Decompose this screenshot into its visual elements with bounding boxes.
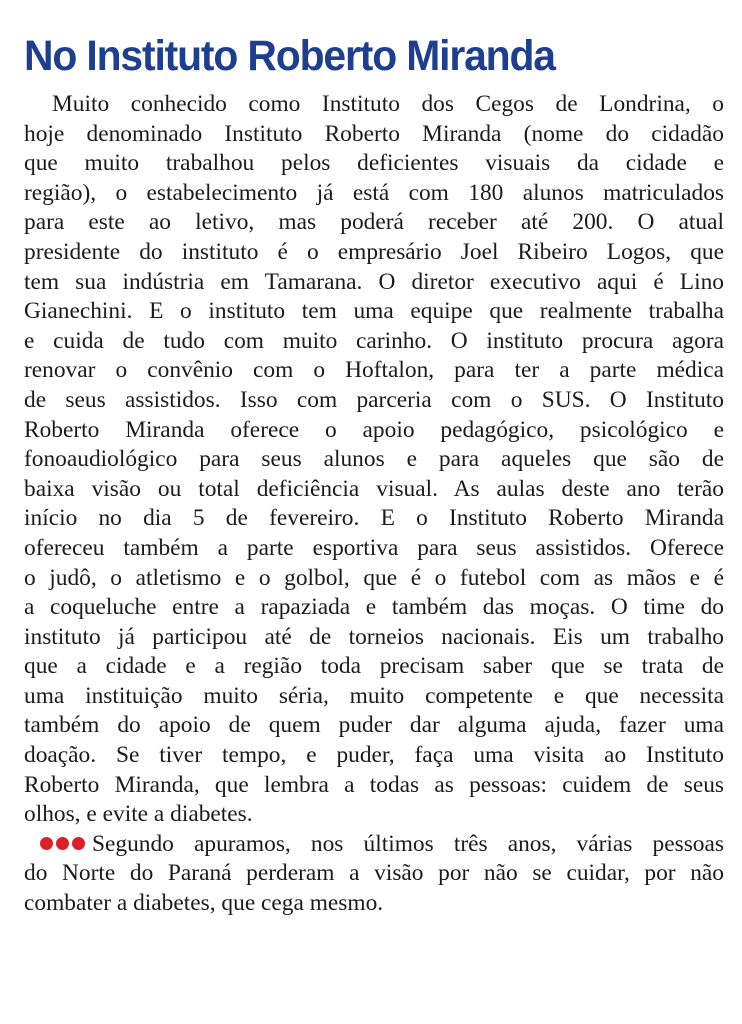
text-line: ofereceu também a parte esportiva para seus assistidos. Oferece (24, 534, 724, 561)
text-line: e cuida de tudo com muito carinho. O instituto procura agora (24, 327, 724, 354)
text-line: também do apoio de quem puder dar alguma ajuda, fazer uma (24, 712, 724, 739)
text-line: renovar o convênio com o Hoftalon, para ter a parte médica (24, 357, 724, 384)
dot-icon (40, 837, 53, 850)
paragraph-main (24, 90, 724, 830)
paragraph-note (24, 830, 724, 919)
dot-icon (72, 837, 85, 850)
text-line: região), o estabelecimento já está com 180 alunos matriculados (24, 179, 724, 206)
text-line: Roberto Miranda, que lembra a todas as pessoas: cuidem de seus (24, 771, 724, 798)
text-line: hoje denominado Instituto Roberto Miranda (nome do cidadão (24, 120, 724, 147)
text-line: que muito trabalhou pelos deficientes visuais da cidade e (24, 150, 724, 177)
text-line: de seus assistidos. Isso com parceria com o SUS. O Instituto (24, 386, 724, 413)
text-line: combater a diabetes, que cega mesmo. (24, 890, 384, 917)
dot-icon (56, 837, 69, 850)
text-line: Segundo apuramos, nos últimos três anos, várias pessoas (92, 830, 724, 857)
text-line: instituto já participou até de torneios nacionais. Eis um trabalho (24, 623, 724, 650)
text-line: fonoaudiológico para seus alunos e para aqueles que são de (24, 446, 724, 473)
text-line: tem sua indústria em Tamarana. O diretor executivo aqui é Lino (24, 268, 724, 295)
text-line: para este ao letivo, mas poderá receber até 200. O atual (24, 209, 724, 236)
text-line: uma instituição muito séria, muito competente e que necessita (24, 682, 724, 709)
text-line: que a cidade e a região toda precisam saber que se trata de (24, 653, 724, 680)
text-line: Muito conhecido como Instituto dos Cegos de Londrina, o (52, 91, 724, 117)
text-line: Gianechini. E o instituto tem uma equipe que realmente trabalha (24, 298, 724, 325)
text-line: início no dia 5 de fevereiro. E o Instituto Roberto Miranda (24, 505, 724, 532)
headline: No Instituto Roberto Miranda (24, 32, 555, 80)
bullet-dots-icon (40, 830, 88, 860)
text-line: do Norte do Paraná perderam a visão por não se cuidar, por não (24, 860, 724, 887)
text-line: o judô, o atletismo e o golbol, que é o futebol com as mãos e é (24, 564, 724, 591)
text-line: olhos, e evite a diabetes. (24, 801, 253, 828)
bullet-line (24, 830, 724, 860)
text-line: a coqueluche entre a rapaziada e também das moças. O time do (24, 594, 724, 621)
text-line: baixa visão ou total deficiência visual. As aulas deste ano terão (24, 475, 724, 502)
article (24, 26, 724, 919)
text-line: presidente do instituto é o empresário Joel Ribeiro Logos, que (24, 238, 724, 265)
text-line: Roberto Miranda oferece o apoio pedagógico, psicológico e (24, 416, 724, 443)
text-line: doação. Se tiver tempo, e puder, faça uma visita ao Instituto (24, 742, 724, 769)
